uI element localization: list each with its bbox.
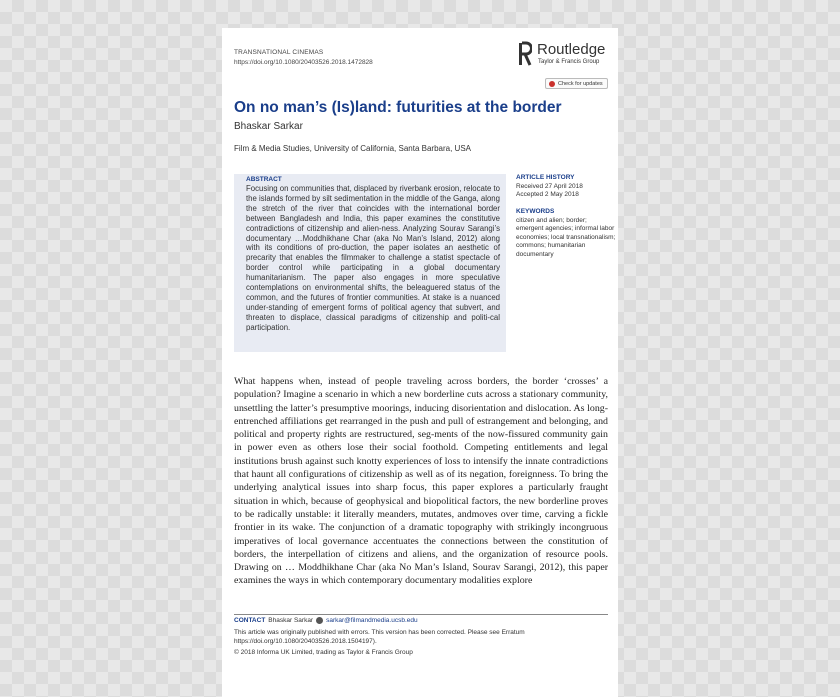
contact-line bbox=[234, 617, 418, 624]
contact-name: Bhaskar Sarkar bbox=[268, 617, 314, 624]
copyright: © 2018 Informa UK Limited, trading as Taylor & Francis Group bbox=[234, 649, 413, 656]
keywords bbox=[516, 208, 616, 260]
routledge-logo-icon bbox=[518, 41, 532, 67]
keywords-text: citizen and alien; border; emergent agencies; informal labor economies; local transnationalism; commons; humanitarian documentary bbox=[516, 216, 616, 258]
updates-label: Check for updates bbox=[558, 80, 603, 87]
article-affiliation: Film & Media Studies, University of California, Santa Barbara, USA bbox=[234, 144, 471, 153]
publisher-logo bbox=[518, 39, 618, 73]
footer-divider bbox=[234, 614, 608, 615]
publisher-name: Routledge bbox=[537, 41, 606, 58]
abstract-heading: ABSTRACT bbox=[246, 176, 282, 183]
email-icon bbox=[316, 617, 323, 624]
keywords-heading: KEYWORDS bbox=[516, 208, 555, 215]
received-date: Received 27 April 2018 bbox=[516, 182, 583, 190]
abstract-text: Focusing on communities that, displaced by riverbank erosion, relocate to the islands formed by silt sedimentation in the middle of the Ganga, along the stretch of the river that coincides with the international border between Bangladesh and India, this paper examines the constitutive contradictions of citizenship and alien-ness. Analyzing Sourav Sarangi’s documentary …Moddhikhane Char (aka No Man’s Island, 2012) along with its conditions of pro-duction, the paper isolates an aesthetic of precarity that enables the filmmaker to challenge a statist spectacle of border control while participating in a global documentary humanitarianism. The paper also engages in more speculative contemplations on environmental shifts, the beleaguered status of the common, and the futures of frontier communities. At stake is a nuanced under-standing of emergent forms of political agency that subvert, and threaten to displace, classical paradigms of citizenship and politi-cal participation. bbox=[246, 184, 500, 332]
body-text: What happens when, instead of people traveling across borders, the border ‘crosses’ a population? Imagine a scenario in which a new borderline cuts across a stationary community, unsettling the latter’s presumptive moorings, inducing disorientation and dislocation. As long-entrenched affiliations get rearranged in the push and pull of estrangement and belonging, and political and property rights are restructured, seg-ments of the now-fissured community gain in power even as others lose their social foothold. Competing entitlements and legal institutions brush against such knotty experiences of loss to intensify the innate contradictions that haunt all configurations of citizenship as well as of its negation, foreignness. To bring the underlying analytical issues into sharp focus, this paper explores a particularly fraught situation in which, because of geophysical and biopolitical factors, the new borderline proves to be radically unstable: it literally meanders, mutates, andmoves over time, carving a fickle frontier in its wake. The conjunction of a dramatic topography with strikingly incongruous imperatives of local governance accentuates the connections between the constitution of borders, the interpellation of citizens and aliens, and the organization of resource pools. Drawing on … Moddhikhane Char (aka No Man’s Island, Sourav Sarangi, 2012), this paper examines the ways in which contemporary documentary modalities explore bbox=[234, 376, 608, 587]
contact-label: CONTACT bbox=[234, 617, 266, 624]
accepted-date: Accepted 2 May 2018 bbox=[516, 191, 579, 199]
article-author: Bhaskar Sarkar bbox=[234, 121, 303, 132]
check-for-updates-button[interactable] bbox=[545, 78, 608, 89]
article-title: On no man’s (Is)land: futurities at the border bbox=[234, 99, 562, 116]
document-page bbox=[222, 28, 618, 697]
abstract-box bbox=[234, 174, 506, 352]
article-history-heading: ARTICLE HISTORY bbox=[516, 174, 575, 181]
publisher-subtitle: Taylor & Francis Group bbox=[538, 59, 600, 65]
contact-email-link[interactable]: sarkar@filmandmedia.ucsb.edu bbox=[326, 617, 418, 624]
updates-icon bbox=[549, 81, 555, 87]
article-history bbox=[516, 174, 616, 200]
doi-link[interactable]: https://doi.org/10.1080/20403526.2018.1472828 bbox=[234, 59, 373, 66]
erratum-note: This article was originally published with errors. This version has been corrected. Please see Erratum https://doi.org/10.1080/20403526.2018.1504197). bbox=[234, 629, 525, 645]
journal-name: TRANSNATIONAL CINEMAS bbox=[234, 49, 324, 56]
